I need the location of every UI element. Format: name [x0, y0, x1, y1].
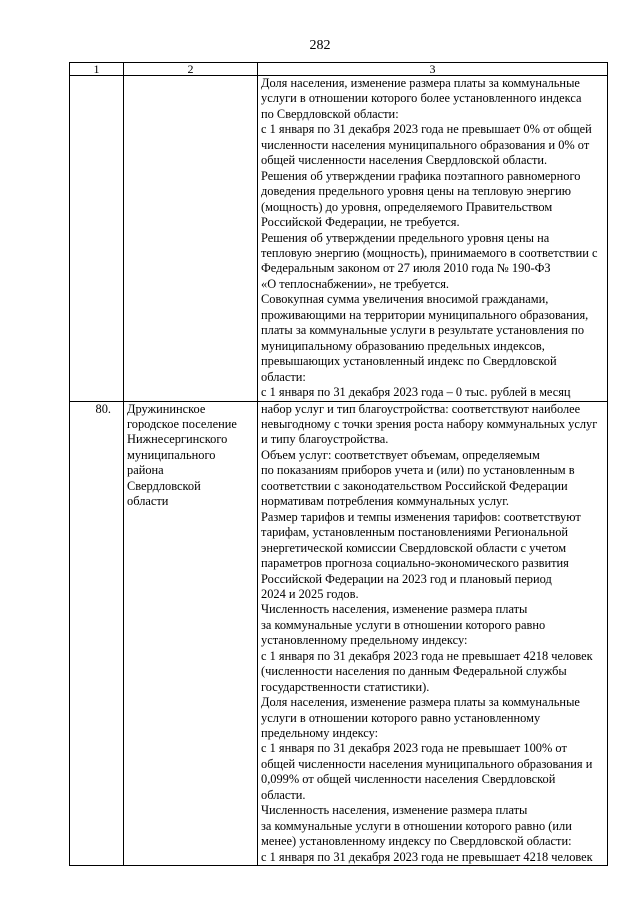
text-line: с 1 января по 31 декабря 2023 года не превышает 100% от: [261, 741, 567, 756]
text-line: установленному предельному индексу:: [261, 633, 468, 648]
text-line: и типу благоустройства.: [261, 432, 389, 447]
text-line: Дружининское: [127, 401, 206, 416]
column-header-2: 2: [124, 63, 258, 76]
text-line: соответствии с законодательством Российской Федерации: [261, 478, 568, 493]
text-line: превышающих установленный индекс по Свердловской: [261, 354, 557, 369]
text-line: тарифам, установленным постановлениями Региональной: [261, 525, 569, 540]
text-line: невыгодному с точки зрения роста набору коммунальных услуг: [261, 416, 598, 431]
text-line: муниципальному образованию предельных индексов,: [261, 338, 545, 353]
description-cell: [258, 401, 608, 866]
text-line: Решения об утверждении графика поэтапного равномерного: [261, 168, 581, 183]
text-line: Объем услуг: соответствует объемам, определяемым: [261, 447, 540, 462]
text-line: 2024 и 2025 годов.: [261, 586, 359, 601]
text-line: с 1 января по 31 декабря 2023 года – 0 тыс. рублей в месяц: [261, 385, 571, 400]
table-row-80: [70, 401, 608, 866]
text-line: Численность населения, изменение размера платы: [261, 602, 528, 617]
text-line: района: [127, 463, 164, 478]
text-line: Российской Федерации, не требуется.: [261, 215, 460, 230]
text-line: общей численности населения Свердловской области.: [261, 153, 548, 168]
text-line: городское поселение: [127, 416, 237, 431]
text-line: (численности населения по данным Федеральной службы: [261, 664, 567, 679]
text-line: предельному индексу:: [261, 726, 379, 741]
text-line: с 1 января по 31 декабря 2023 года не превышает 4218 человек: [261, 849, 593, 864]
row-number-cell: [70, 401, 124, 866]
text-line: «О теплоснабжении», не требуется.: [261, 276, 449, 291]
text-line: общей численности населения муниципального образования и: [261, 756, 593, 771]
text-line: области: [127, 494, 169, 509]
row-number: 80.: [95, 401, 111, 416]
row-number-cell: [70, 76, 124, 402]
text-line: муниципального: [127, 447, 216, 462]
text-line: параметров прогноза социально-экономического развития: [261, 556, 569, 571]
column-header-1: 1: [70, 63, 124, 76]
text-line: нормативам потребления коммунальных услуг.: [261, 494, 510, 509]
text-line: за коммунальные услуги в отношении которого равно (или: [261, 818, 572, 833]
municipality-cell: [124, 76, 258, 402]
text-line: тепловую энергию (мощность), принимаемого в соответствии с: [261, 245, 598, 260]
text-line: Нижнесергинского: [127, 432, 228, 447]
text-line: Размер тарифов и темпы изменения тарифов: соответствуют: [261, 509, 581, 524]
column-header-3: 3: [258, 63, 608, 76]
text-line: услуги в отношении которого равно установленному: [261, 710, 541, 725]
text-line: области.: [261, 787, 306, 802]
text-line: Доля населения, изменение размера платы за коммунальные: [261, 695, 580, 710]
municipality-cell: [124, 401, 258, 866]
text-line: Численность населения, изменение размера платы: [261, 803, 528, 818]
table-row-continuation: [70, 76, 608, 402]
text-line: с 1 января по 31 декабря 2023 года не превышает 4218 человек: [261, 648, 593, 663]
text-line: 0,099% от общей численности населения Свердловской: [261, 772, 556, 787]
text-line: услуги в отношении которого более установленного индекса: [261, 91, 582, 106]
text-line: (мощность) до уровня, определяемого Правительством: [261, 199, 553, 214]
text-line: энергетической комиссии Свердловской области с учетом: [261, 540, 567, 555]
document-table: [69, 62, 608, 866]
page-number: 282: [309, 38, 331, 53]
text-line: менее) установленному индексу по Свердловской области:: [261, 834, 572, 849]
text-line: по Свердловской области:: [261, 106, 399, 121]
text-line: государственности статистики).: [261, 679, 430, 694]
text-line: с 1 января по 31 декабря 2023 года не превышает 0% от общей: [261, 122, 592, 137]
text-line: Доля населения, изменение размера платы за коммунальные: [261, 76, 580, 90]
text-line: Совокупная сумма увеличения вносимой гражданами,: [261, 292, 549, 307]
text-line: Решения об утверждении предельного уровня цены на: [261, 230, 550, 245]
text-line: области:: [261, 369, 306, 384]
text-line: набор услуг и тип благоустройства: соответствуют наиболее: [261, 401, 581, 416]
text-line: проживающими на территории муниципального образования,: [261, 307, 589, 322]
description-cell: [258, 76, 608, 402]
text-line: Свердловской: [127, 478, 201, 493]
text-line: по показаниям приборов учета и (или) по установленным в: [261, 463, 575, 478]
text-line: платы за коммунальные услуги в результате установления по: [261, 323, 585, 338]
text-line: доведения предельного уровня цены на тепловую энергию: [261, 184, 571, 199]
text-line: Российской Федерации на 2023 год и плановый период: [261, 571, 552, 586]
text-line: за коммунальные услуги в отношении которого равно: [261, 617, 546, 632]
text-line: численности населения муниципального образования и 0% от: [261, 137, 590, 152]
text-line: Федеральным законом от 27 июля 2010 года № 190-ФЗ: [261, 261, 551, 276]
table-header-row: [70, 63, 608, 76]
